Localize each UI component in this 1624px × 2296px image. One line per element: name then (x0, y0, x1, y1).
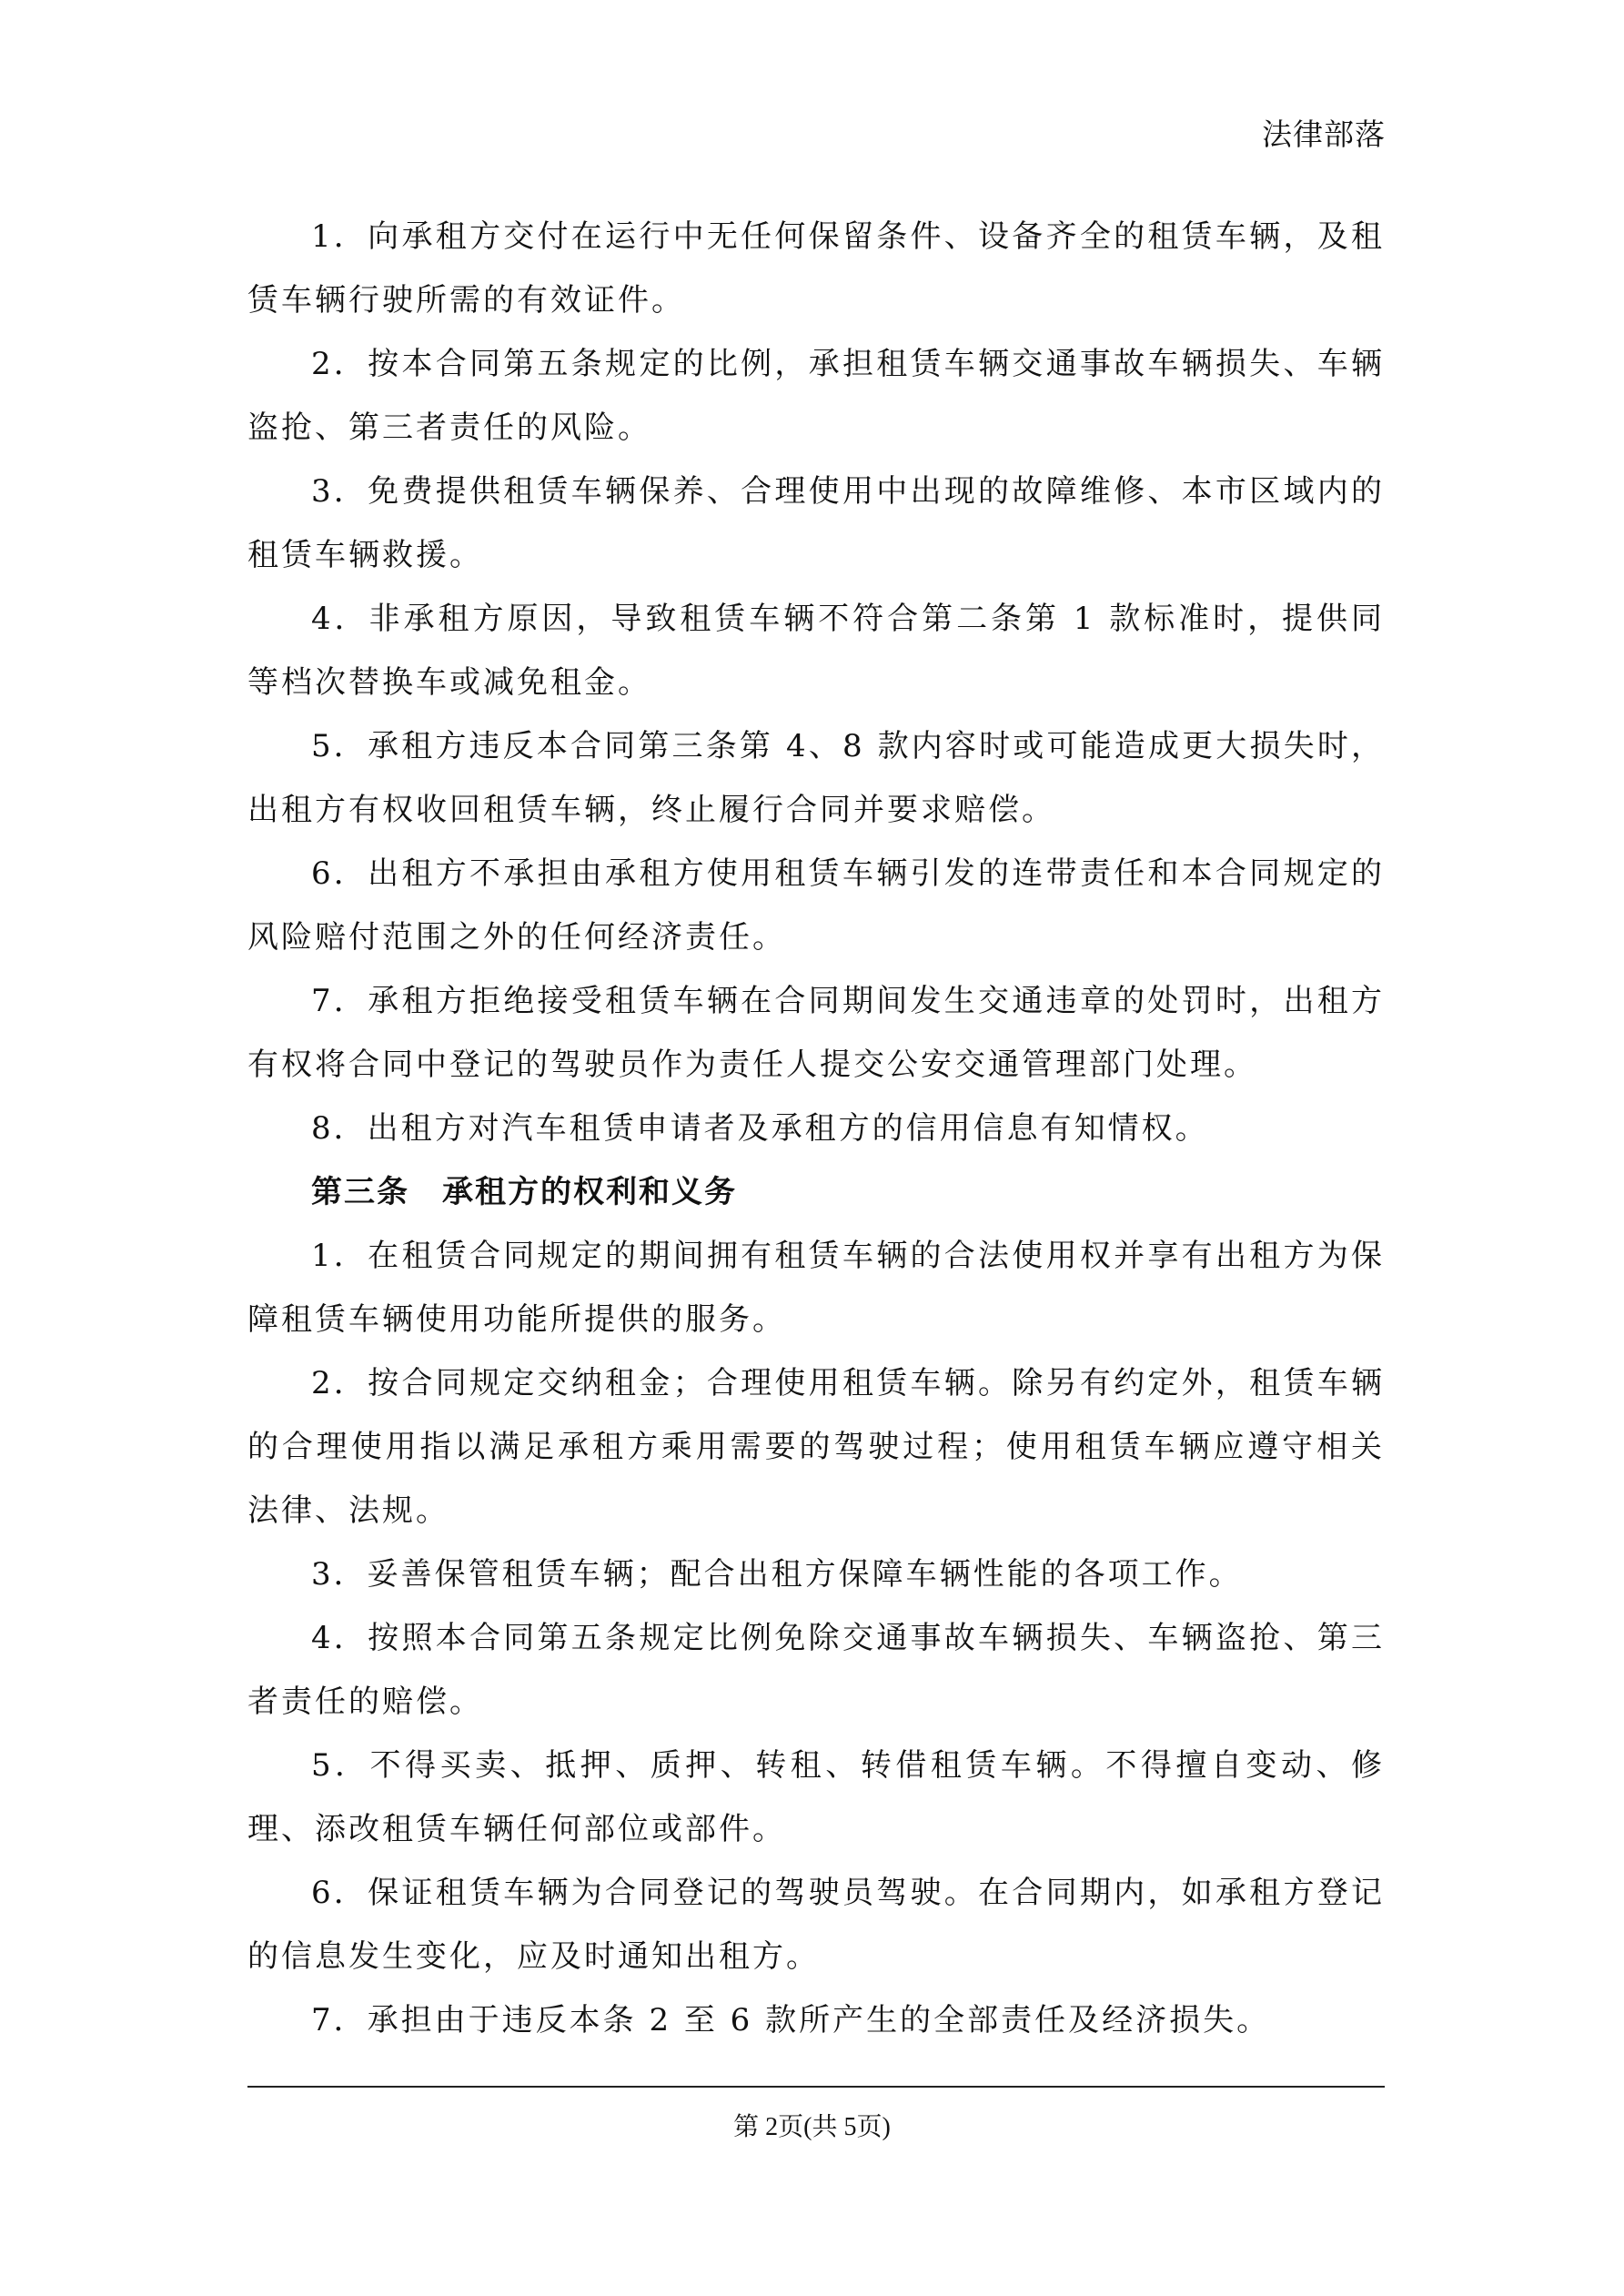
section-heading (247, 1160, 1385, 1224)
lessee-clause-4: 4．按照本合同第五条规定比例免除交通事故车辆损失、车辆盗抢、第三者责任的赔偿。 (247, 1620, 1385, 1720)
footer-divider (247, 2086, 1385, 2088)
lessor-clause-4: 4．非承租方原因，导致租赁车辆不符合第二条第 1 款标准时，提供同等档次替换车或减免租金。 (247, 601, 1385, 701)
lessor-clause-2: 2．按本合同第五条规定的比例，承担租赁车辆交通事故车辆损失、车辆盗抢、第三者责任的风险。 (247, 346, 1385, 446)
lessor-clause-8: 8．出租方对汽车租赁申请者及承租方的信用信息有知情权。 (311, 1110, 1209, 1147)
document-body (247, 205, 1385, 2052)
header-brand: 法律部落 (1262, 116, 1386, 152)
lessor-clause-5: 5．承租方违反本合同第三条第 4、8 款内容时或可能造成更大损失时，出租方有权收回租赁车辆，终止履行合同并要求赔偿。 (247, 728, 1385, 828)
page-number: 第 2页(共 5页) (733, 2113, 891, 2141)
lessor-clause-6: 6．出租方不承担由承租方使用租赁车辆引发的连带责任和本合同规定的风险赔付范围之外的任何经济责任。 (247, 855, 1385, 956)
lessor-clause-1: 1．向承租方交付在运行中无任何保留条件、设备齐全的租赁车辆，及租赁车辆行驶所需的有效证件。 (247, 218, 1385, 319)
section-number: 第三条 (311, 1174, 409, 1210)
lessor-clause-3: 3．免费提供租赁车辆保养、合理使用中出现的故障维修、本市区域内的租赁车辆救援。 (247, 473, 1385, 573)
lessee-clause-1: 1．在租赁合同规定的期间拥有租赁车辆的合法使用权并享有出租方为保障租赁车辆使用功能所提供的服务。 (247, 1238, 1385, 1338)
section-title: 承租方的权利和义务 (442, 1174, 737, 1210)
lessee-clause-5: 5．不得买卖、抵押、质押、转租、转借租赁车辆。不得擅自变动、修理、添改租赁车辆任何部位或部件。 (247, 1747, 1385, 1847)
lessee-clause-6: 6．保证租赁车辆为合同登记的驾驶员驾驶。在合同期内，如承租方登记的信息发生变化，应及时通知出租方。 (247, 1875, 1385, 1975)
lessee-clause-2: 2．按合同规定交纳租金；合理使用租赁车辆。除另有约定外，租赁车辆的合理使用指以满足承租方乘用需要的驾驶过程；使用租赁车辆应遵守相关法律、法规。 (247, 1365, 1385, 1529)
lessee-clause-7: 7．承担由于违反本条 2 至 6 款所产生的全部责任及经济损失。 (311, 2002, 1271, 2038)
lessee-clause-3: 3．妥善保管租赁车辆；配合出租方保障车辆性能的各项工作。 (311, 1556, 1243, 1593)
lessor-clause-7: 7．承租方拒绝接受租赁车辆在合同期间发生交通违章的处罚时，出租方有权将合同中登记的驾驶员作为责任人提交公安交通管理部门处理。 (247, 983, 1385, 1083)
